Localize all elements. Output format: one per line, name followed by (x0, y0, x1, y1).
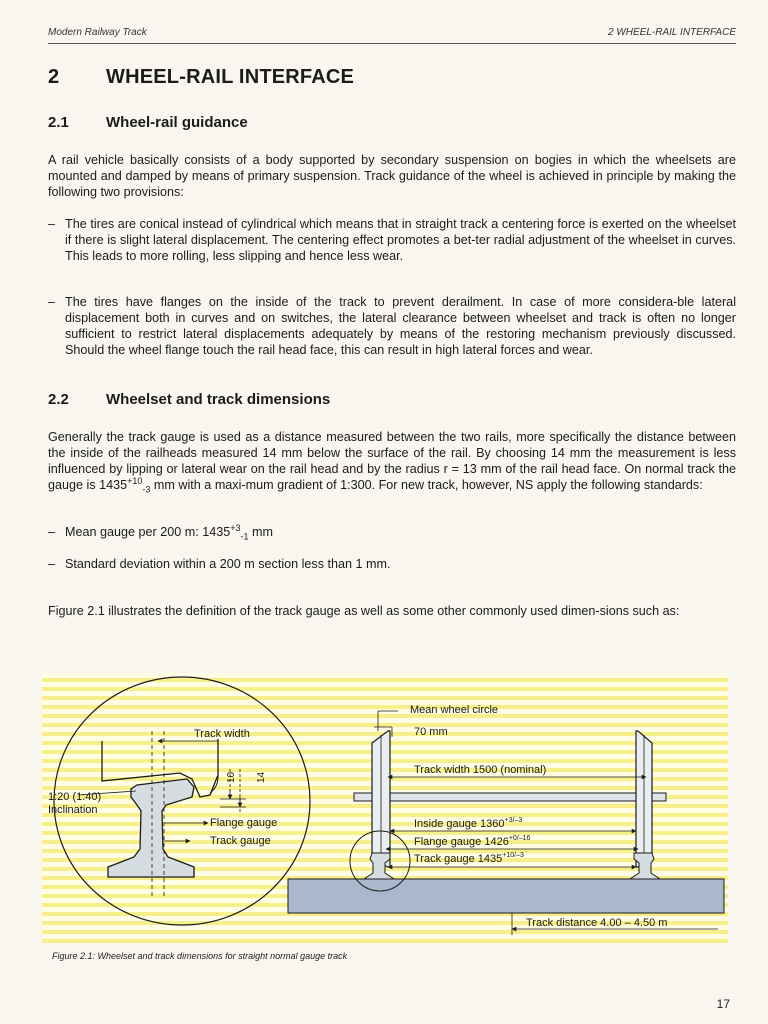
page-number: 17 (716, 997, 730, 1011)
track-width-nominal-label: Track width 1500 (nominal) (414, 764, 547, 776)
inside-gauge-tolerance: +3/–3 (504, 817, 523, 824)
section-2-2-heading (48, 391, 330, 408)
section-2-2-paragraph (48, 429, 736, 493)
track-gauge-text: Generally the track gauge is used as a distance measured between the two rails, more specifically the distance between the inside of the railheads measured 14 mm below the surface of the rail. By choosing 14 mm the measurement is less influenced by lipping or lateral wear on the rail head and by the radius r = 13 mm of the rail head face. On normal track the gauge is 1435 (48, 430, 736, 492)
mean-gauge-text: Mean gauge per 200 m: 1435 (65, 525, 231, 539)
bullet-conical-tires-text: The tires are conical instead of cylindrical which means that in straight track a centering force is exerted on the wheelset if there is slight lateral displacement. The centering effect promotes a bet-ter radial adjustment of the wheelset in curves. This leads to more rolling, less slipping and hence less wear. (65, 217, 736, 263)
inside-gauge-label: Inside gauge 1360 (414, 818, 505, 830)
section-2-1-intro: A rail vehicle basically consists of a body supported by secondary suspension on bogies in which the wheelsets are mounted and damped by means of primary suspension. Track guidance of the wheel is achieved in principle by making the following two provisions: (48, 153, 736, 199)
rail-profile (108, 779, 194, 877)
track-gauge-tolerance: +10/–3 (502, 852, 524, 859)
standard-deviation-text: Standard deviation within a 200 m section less than 1 mm. (65, 557, 391, 571)
chapter-title (48, 66, 354, 96)
track-width-label: Track width (194, 728, 250, 740)
track-gauge-text-tail: mm with a maxi-mum gradient of 1:300. For new track, however, NS apply the following standards: (150, 478, 703, 492)
header-rule (48, 43, 736, 44)
figure-wheelset-diagram (42, 673, 728, 943)
bullet-conical-tires: – The tires are conical instead of cylindrical which means that in straight track a centering force is exerted on the wheelset if there is slight lateral displacement. The centering effect promotes a bet-ter radial adjustment of the wheelset in curves. This leads to more rolling, less slipping and hence less wear. (48, 217, 736, 263)
bullet-flanges-text: The tires have flanges on the inside of the track to prevent derailment. In case of more considera-ble lateral displacement both in curves and on switches, the lateral clearance between wheelset and track is often no longer sufficient to restrict lateral displacements adequately by means of the restoring mechanism previously discussed. Should the wheel flange touch the rail head face, this can result in high lateral forces and wear. (65, 295, 736, 357)
figure-intro-paragraph: Figure 2.1 illustrates the definition of the track gauge as well as some other commonly used dimen-sions such as: (48, 604, 680, 618)
figure-wheelset-track (42, 673, 728, 943)
right-rail (630, 853, 660, 879)
svg-text:Flange gauge 1426+0/–16 (414, 835, 531, 848)
mean-wheel-circle-label: Mean wheel circle (410, 704, 499, 716)
section-2-1-number: 2.1 (48, 114, 69, 131)
svg-text:Track gauge 1435+10/–3 (414, 852, 524, 865)
bullet-standard-deviation: – Standard deviation within a 200 m section less than 1 mm. (48, 556, 736, 572)
inclination-label: Inclination (48, 804, 98, 816)
figure-caption: Figure 2.1: Wheelset and track dimensions for straight normal gauge track (52, 951, 348, 961)
inclination-ratio-label: 1:20 (1:40) (48, 791, 102, 803)
mean-gauge-plus: +3 (230, 522, 241, 533)
axle (354, 793, 666, 801)
bullet-flanges: – The tires have flanges on the inside of the track to prevent derailment. In case of more considera-ble lateral displacement both in curves and on switches, the lateral clearance between wheelset and track is often no longer sufficient to restrict lateral displacements adequately by means of the restoring mechanism previously discussed. Should the wheel flange touch the rail head face, this can result in high lateral forces and wear. (48, 295, 736, 357)
gauge-tolerance-plus: +10 (127, 475, 143, 486)
track-gauge-left-label: Track gauge (210, 835, 271, 847)
chapter-title-text: WHEEL-RAIL INTERFACE (106, 66, 355, 88)
dim-70-label: 70 mm (414, 726, 448, 738)
chapter-number: 2 (48, 66, 60, 88)
section-2-1-title: Wheel-rail guidance (106, 114, 248, 131)
track-distance-label: Track distance 4.00 – 4.50 m (526, 917, 668, 929)
mean-gauge-unit: mm (248, 525, 274, 539)
section-2-2-number: 2.2 (48, 391, 69, 408)
flange-gauge-left-label: Flange gauge (210, 817, 278, 829)
running-head-chapter: 2 WHEEL-RAIL INTERFACE (608, 27, 736, 38)
svg-text:Inside gauge 1360+3/–3 (414, 817, 522, 830)
sleeper (288, 879, 724, 913)
gauge-tolerance-minus: -3 (142, 484, 151, 495)
flange-gauge-label: Flange gauge 1426 (414, 836, 509, 848)
section-2-1-heading (48, 114, 248, 131)
track-gauge-label: Track gauge 1435 (414, 853, 503, 865)
mean-gauge-minus: -1 (240, 531, 249, 542)
flange-gauge-tolerance: +0/–16 (508, 835, 531, 842)
bullet-mean-gauge: – Mean gauge per 200 m: $1435^{+3}_{-1}$ mm (48, 522, 274, 542)
running-head-book-title: Modern Railway Track (48, 27, 147, 38)
running-head (48, 27, 736, 41)
dim-10-label: 10 (226, 771, 237, 783)
section-2-2-title: Wheelset and track dimensions (106, 391, 331, 408)
dim-14-label: 14 (256, 771, 267, 783)
